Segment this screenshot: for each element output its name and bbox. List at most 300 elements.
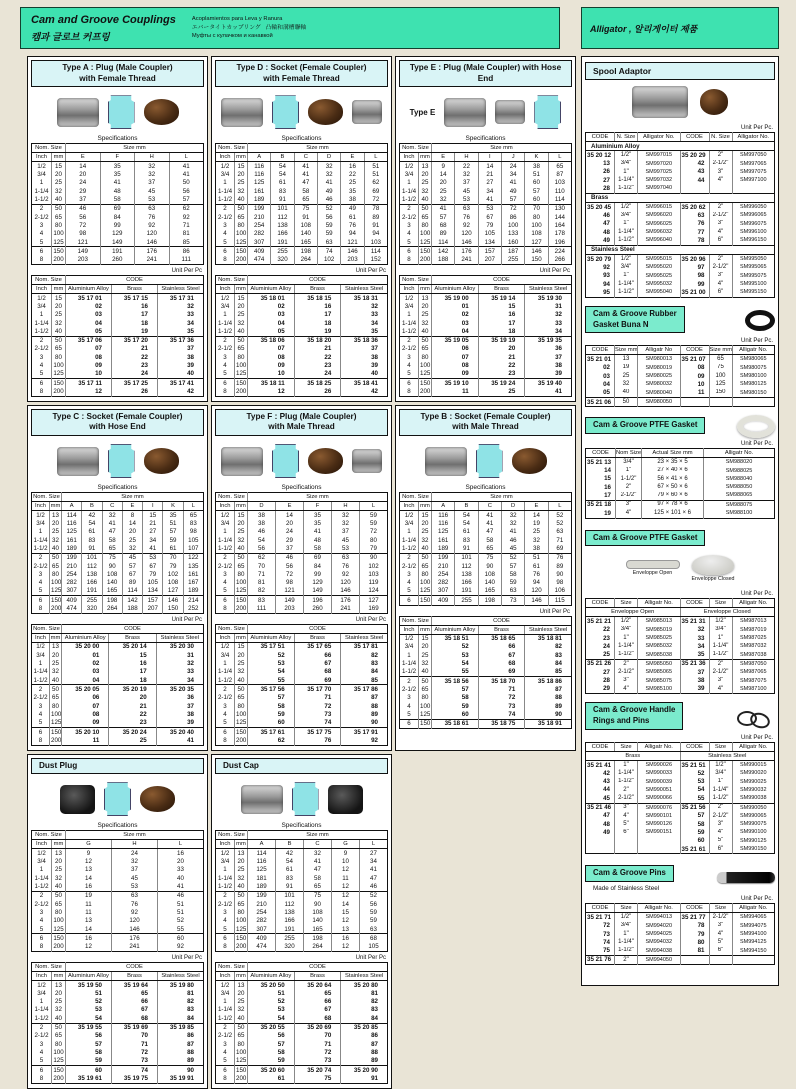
- table-cell: 50: [52, 1023, 66, 1032]
- unit-per-pc-label: Unit Per Pc.: [740, 896, 773, 903]
- table-cell: SM997025: [638, 168, 681, 176]
- table-cell: 65: [102, 544, 122, 553]
- table-cell: 125: [420, 710, 431, 718]
- table-cell: 57: [501, 562, 524, 570]
- table-cell: 41: [501, 528, 524, 536]
- table-cell: 79: [478, 222, 501, 230]
- table-cell: 25: [419, 528, 432, 536]
- table-cell: 65: [52, 213, 66, 221]
- table-cell: 80: [50, 702, 62, 710]
- table-cell: 41: [478, 511, 501, 520]
- table-cell: 94: [603, 280, 610, 288]
- table-cell: 4: [407, 702, 411, 710]
- table-cell: 32: [419, 660, 432, 668]
- table-row: [32, 179, 204, 187]
- table-cell: 1-1/4: [401, 319, 417, 327]
- product-section: [27, 405, 208, 751]
- column-header: A: [432, 502, 455, 511]
- table-cell: 63: [332, 553, 360, 562]
- table-cell: 100: [420, 702, 431, 710]
- table-cell: 26: [112, 388, 158, 397]
- table-cell: 40: [615, 389, 638, 398]
- table-cell: 9: [66, 849, 112, 858]
- table-row: [32, 528, 204, 536]
- table-cell: 35 21 71: [587, 913, 612, 921]
- product-photo: [444, 98, 486, 127]
- column-header: Nom. Size: [216, 963, 248, 972]
- table-cell: 65: [235, 213, 248, 221]
- table-cell: 35 17 31: [158, 294, 204, 303]
- subtitle-japanese-chinese: エバータイトカップリング 凸輪和溝槽聯軸: [191, 24, 307, 31]
- table-cell: 169: [360, 605, 388, 614]
- table-cell: 4: [223, 1049, 227, 1057]
- table-cell: SM988065: [704, 492, 775, 501]
- table-cell: 14: [604, 467, 611, 475]
- table-cell: 114: [62, 511, 82, 520]
- table-cell: 35 19 91: [158, 1074, 204, 1083]
- table-cell: 1-1/2: [217, 327, 233, 335]
- table-cell: 34: [143, 536, 163, 544]
- table-cell: 92: [341, 736, 388, 745]
- table-cell: 54: [248, 668, 295, 676]
- table-cell: [638, 837, 681, 845]
- table-cell: 91: [341, 1074, 388, 1083]
- table-cell: 35 20 12: [587, 151, 612, 159]
- envelope-open-photo: [626, 560, 680, 569]
- table-cell: 50: [419, 336, 432, 345]
- column-header: mm: [236, 841, 246, 848]
- table-cell: SM990015: [732, 761, 775, 770]
- table-cell: 53: [66, 1006, 112, 1014]
- table-cell: 04: [62, 676, 109, 685]
- table-cell: 34: [501, 171, 524, 179]
- table-cell: SM994150: [732, 947, 775, 956]
- table-cell: 76: [680, 220, 709, 228]
- table-cell: 44: [603, 786, 610, 794]
- technical-drawing: [104, 782, 131, 816]
- specifications-caption: Specifications: [281, 822, 322, 830]
- table-cell: 224: [548, 247, 571, 256]
- table-cell: 50: [50, 685, 62, 694]
- table-cell: 1: [223, 660, 227, 667]
- table-cell: 73: [478, 702, 525, 710]
- table-row: [32, 171, 204, 179]
- table-cell: 27 × 40 × 6: [642, 467, 704, 475]
- table-cell: SM996020: [638, 212, 681, 220]
- table-cell: 1-1/2": [615, 947, 638, 956]
- table-cell: 84: [341, 1014, 388, 1023]
- column-header: mm: [236, 973, 246, 980]
- table-cell: 08: [62, 710, 109, 718]
- table-cell: 20: [419, 302, 432, 310]
- table-cell: SM996075: [732, 220, 775, 228]
- table-row: [32, 562, 204, 570]
- table-cell: 32: [304, 849, 332, 858]
- table-cell: 74: [294, 719, 341, 728]
- table-cell: 32: [50, 536, 62, 544]
- table-cell: 59: [317, 230, 340, 238]
- table-cell: 90: [525, 710, 572, 719]
- table-cell: 241: [455, 256, 478, 265]
- table-cell: 52: [248, 651, 295, 659]
- product-section: [211, 56, 392, 402]
- table-cell: 4: [39, 230, 44, 238]
- column-header: CODE: [586, 133, 615, 142]
- table-cell: 72: [66, 222, 101, 230]
- table-cell: 35 18 91: [525, 719, 572, 728]
- table-cell: 22: [109, 710, 156, 718]
- table-cell: 39: [158, 362, 204, 370]
- column-header: Nom. Size: [32, 831, 66, 840]
- table-cell: 69: [294, 676, 341, 685]
- table-cell: 58: [501, 570, 524, 578]
- table-cell: 14: [66, 925, 112, 934]
- column-header: B: [276, 840, 304, 849]
- table-cell: 130: [548, 204, 571, 213]
- table-cell: 189: [62, 544, 82, 553]
- table-cell: 24: [112, 849, 158, 858]
- table-cell: 90: [304, 900, 332, 908]
- table-cell: 112: [455, 562, 478, 570]
- section-title-line1: Type A : Plug (Male Coupler): [62, 63, 173, 72]
- table-row: [400, 213, 572, 221]
- table-row: [32, 596, 204, 605]
- table-cell: 65: [294, 196, 317, 205]
- table-cell: 90: [478, 562, 501, 570]
- table-cell: SM980065: [732, 355, 775, 364]
- column-header: Stainless Steel: [341, 285, 388, 294]
- table-cell: 05: [248, 327, 295, 336]
- table-cell: 87: [525, 685, 572, 693]
- table-cell: 67: [294, 1006, 341, 1014]
- table-row: [216, 544, 388, 553]
- table-cell: 409: [248, 247, 271, 256]
- table-cell: 189: [183, 587, 203, 596]
- table-cell: 16: [478, 311, 525, 319]
- table-cell: 1/2: [404, 162, 414, 170]
- table-cell: SM985038: [638, 651, 681, 660]
- table-cell: 35 19 00: [432, 294, 479, 303]
- table-cell: SM990125: [732, 837, 775, 845]
- table-cell: 2-1/2: [217, 694, 233, 702]
- table-cell: SM990076: [638, 803, 681, 812]
- table-cell: 115: [548, 596, 571, 605]
- column-header: L: [183, 502, 203, 511]
- table-cell: 35 20 80: [341, 981, 388, 990]
- table-cell: 50: [52, 336, 66, 345]
- table-cell: SM994125: [732, 938, 775, 946]
- table-cell: 4: [39, 362, 44, 370]
- table-cell: 100: [420, 230, 431, 238]
- table-cell: 307: [432, 587, 455, 596]
- table-cell: 51: [158, 908, 204, 916]
- table-row: [216, 230, 388, 238]
- table-cell: 40: [419, 544, 432, 553]
- spec-table: [215, 492, 388, 614]
- table-cell: 138: [271, 222, 294, 230]
- column-header: CODE: [66, 963, 204, 972]
- table-cell: 45: [112, 874, 158, 882]
- table-cell: 33: [158, 866, 204, 874]
- table-cell: 72: [276, 570, 304, 578]
- column-header: CODE: [248, 963, 388, 972]
- table-cell: 59: [360, 908, 388, 916]
- table-cell: 57: [432, 685, 479, 693]
- column-header: Inch: [32, 502, 50, 511]
- table-cell: 11: [332, 874, 360, 882]
- table-cell: 14: [525, 511, 548, 520]
- table-cell: 47: [102, 528, 122, 536]
- table-cell: 39: [680, 685, 709, 694]
- table-cell: 1: [407, 179, 411, 187]
- table-cell: 1-1/4: [34, 187, 49, 195]
- table-cell: 31: [156, 651, 203, 659]
- table-cell: 105: [360, 943, 388, 952]
- table-cell: 54: [271, 162, 294, 171]
- table-cell: 14: [432, 171, 455, 179]
- table-cell: 45: [135, 187, 170, 195]
- table-cell: 241: [332, 605, 360, 614]
- table-cell: 3/4: [37, 858, 46, 866]
- column-header: Alligatr No.: [638, 599, 681, 608]
- table-row: [400, 179, 572, 187]
- column-header: Brass: [109, 633, 156, 642]
- table-cell: 25: [52, 179, 66, 187]
- section-title: [215, 409, 388, 436]
- table-row: [32, 908, 204, 916]
- table-cell: 200: [236, 605, 247, 613]
- table-cell: 1-1/2: [217, 883, 233, 891]
- unit-per-pc-label: Unit Per Pc: [171, 268, 202, 275]
- table-cell: 150: [709, 389, 732, 398]
- table-cell: 6: [32, 728, 50, 737]
- table-cell: 97 × 78 × 6: [642, 500, 704, 509]
- table-row: [216, 327, 388, 336]
- table-cell: 57: [122, 562, 142, 570]
- table-cell: 32: [50, 668, 62, 676]
- table-cell: 17: [112, 311, 158, 319]
- table-cell: 10: [332, 858, 360, 866]
- column-header: J: [501, 153, 524, 162]
- spool-adaptor-section: [585, 62, 775, 298]
- column-header: A: [248, 840, 276, 849]
- table-cell: 35 20 85: [341, 1023, 388, 1032]
- table-cell: 1-1/2": [616, 475, 642, 483]
- table-cell: 35 21 21: [587, 617, 612, 625]
- table-cell: 42: [82, 511, 102, 520]
- table-cell: 108: [304, 908, 332, 916]
- rubber-gasket-photo: [745, 310, 775, 331]
- table-cell: 40: [419, 327, 432, 336]
- table-cell: 25: [419, 311, 432, 319]
- table-cell: 81: [169, 230, 204, 238]
- table-cell: 4": [616, 509, 642, 518]
- unit-per-pc-label: Unit Per Pc.: [740, 735, 773, 742]
- table-cell: 65: [478, 544, 501, 553]
- table-row: [32, 917, 204, 925]
- table-row: [32, 891, 204, 900]
- table-cell: 35 20 40: [156, 728, 203, 737]
- column-header: Stainless Steel: [341, 633, 388, 642]
- envelope-open-figure: [626, 560, 680, 576]
- table-cell: 20: [419, 171, 432, 179]
- table-row: [216, 728, 388, 737]
- table-cell: 50: [419, 204, 432, 213]
- table-cell: 1-1/4: [217, 319, 233, 327]
- table-row: [586, 483, 775, 491]
- table-row: [400, 204, 572, 213]
- table-cell: 307: [62, 587, 82, 596]
- table-row: [400, 651, 572, 659]
- table-cell: 116: [432, 511, 455, 520]
- table-cell: 35 20 14: [109, 642, 156, 651]
- table-cell: 1-1/4": [615, 228, 638, 236]
- table-cell: 15: [332, 908, 360, 916]
- product-photo: [352, 100, 382, 124]
- column-header: Enveloppe Closed: [680, 608, 775, 617]
- table-cell: 24: [603, 642, 610, 650]
- table-cell: 89: [122, 579, 142, 587]
- table-cell: 138: [276, 908, 304, 916]
- section-title-line1: Type F : Plug (Male Coupler): [246, 411, 357, 421]
- table-row: [216, 891, 388, 900]
- table-cell: 2": [709, 203, 732, 212]
- table-cell: 50: [235, 336, 248, 345]
- table-cell: 8: [38, 605, 43, 613]
- pins-subtitle: Made of Stainless Steel: [593, 885, 660, 893]
- table-row: [400, 677, 572, 686]
- table-row: [586, 236, 775, 245]
- section-title-line1: Type D : Socket (Female Coupler): [236, 63, 367, 72]
- table-cell: SM980125: [732, 380, 775, 388]
- table-cell: 82: [341, 998, 388, 1006]
- table-cell: 1/2: [404, 511, 414, 519]
- table-cell: 40: [158, 874, 204, 882]
- table-cell: 72: [603, 922, 610, 930]
- table-cell: 4": [615, 685, 638, 694]
- table-cell: 35: [304, 511, 332, 520]
- column-header: CODE: [248, 624, 388, 633]
- table-cell: 32: [156, 660, 203, 668]
- table-cell: 69: [478, 668, 525, 677]
- table-cell: 13: [235, 981, 248, 990]
- table-cell: 92: [455, 222, 478, 230]
- table-cell: 59: [317, 222, 340, 230]
- table-row: [586, 389, 775, 398]
- section-title: [31, 409, 204, 436]
- table-cell: 48: [603, 820, 610, 828]
- table-row: [586, 938, 775, 946]
- column-header: CODE: [432, 276, 572, 285]
- table-cell: 62: [364, 179, 387, 187]
- table-cell: 55: [158, 925, 204, 934]
- table-cell: 12: [248, 388, 295, 397]
- column-header: F: [100, 153, 135, 162]
- unit-per-pc-label: Unit Per Pc: [171, 616, 202, 623]
- table-cell: 89: [341, 1057, 388, 1066]
- subtitle-spanish: Acoplamientos para Leva y Ranura: [191, 15, 283, 22]
- header-titles: [31, 14, 176, 43]
- table-cell: 8: [38, 736, 43, 744]
- table-cell: 1-1/4": [615, 642, 638, 650]
- section-title: [399, 409, 572, 436]
- table-cell: 35 19 85: [158, 1023, 204, 1032]
- table-cell: 2-1/2: [217, 900, 233, 908]
- table-row: [586, 837, 775, 845]
- table-row: [586, 794, 775, 803]
- table-cell: 17: [109, 668, 156, 676]
- table-cell: 191: [100, 247, 135, 256]
- table-cell: 32: [122, 544, 142, 553]
- table-cell: 8: [223, 388, 227, 395]
- product-images: [31, 776, 204, 822]
- table-cell: 474: [248, 943, 276, 952]
- table-cell: 09: [62, 719, 109, 728]
- table-cell: 45: [603, 794, 610, 802]
- column-header: CODE: [586, 904, 615, 913]
- table-cell: 2: [400, 204, 419, 213]
- table-row: [216, 685, 388, 694]
- envelope-closed-figure: [692, 555, 735, 582]
- table-row: [216, 528, 388, 536]
- envelope-closed-caption: Enveloppe Closed: [691, 575, 735, 582]
- table-cell: 67: [143, 562, 163, 570]
- table-cell: 35 20 35: [156, 685, 203, 694]
- table-cell: 35 17 56: [248, 685, 295, 694]
- table-cell: 3: [407, 570, 411, 578]
- table-cell: 100: [236, 710, 247, 718]
- table-cell: 03: [432, 319, 479, 327]
- table-cell: 188: [122, 605, 142, 614]
- table-cell: 23: [603, 634, 610, 642]
- table-cell: 75: [294, 204, 317, 213]
- table-cell: 32: [341, 302, 388, 310]
- table-cell: 59: [680, 829, 709, 837]
- table-cell: 20: [109, 694, 156, 702]
- spec-table: [215, 143, 388, 265]
- table-cell: 3/4: [404, 171, 414, 179]
- table-row: [32, 302, 204, 310]
- table-cell: 40: [235, 1014, 248, 1023]
- table-cell: 3: [407, 222, 411, 229]
- table-cell: 20: [235, 171, 248, 179]
- table-cell: 79: [163, 562, 183, 570]
- table-cell: 35 19 14: [478, 294, 525, 303]
- table-cell: 25: [122, 536, 142, 544]
- table-cell: 23: [109, 719, 156, 728]
- table-cell: 114: [122, 587, 142, 596]
- table-cell: 35 18 01: [248, 294, 295, 303]
- ptfe-gasket-table: [585, 448, 775, 518]
- table-cell: SM997032: [638, 176, 681, 184]
- table-cell: 1-1/2: [401, 327, 417, 335]
- table-cell: 3: [39, 222, 44, 229]
- table-cell: 35 20 05: [62, 685, 109, 694]
- table-row: [400, 294, 572, 303]
- column-header: Inch: [216, 285, 235, 294]
- table-cell: 65: [183, 511, 203, 520]
- table-cell: 25: [603, 651, 610, 659]
- table-cell: 15: [604, 475, 611, 483]
- table-cell: 1-1/2": [709, 651, 732, 660]
- table-cell: 5: [407, 238, 411, 246]
- column-header: Nom. Size: [216, 276, 248, 285]
- table-row: [216, 302, 388, 310]
- table-cell: 17: [294, 311, 341, 319]
- product-photo: [140, 786, 175, 812]
- table-cell: 93: [603, 272, 610, 280]
- table-cell: 57: [680, 812, 709, 820]
